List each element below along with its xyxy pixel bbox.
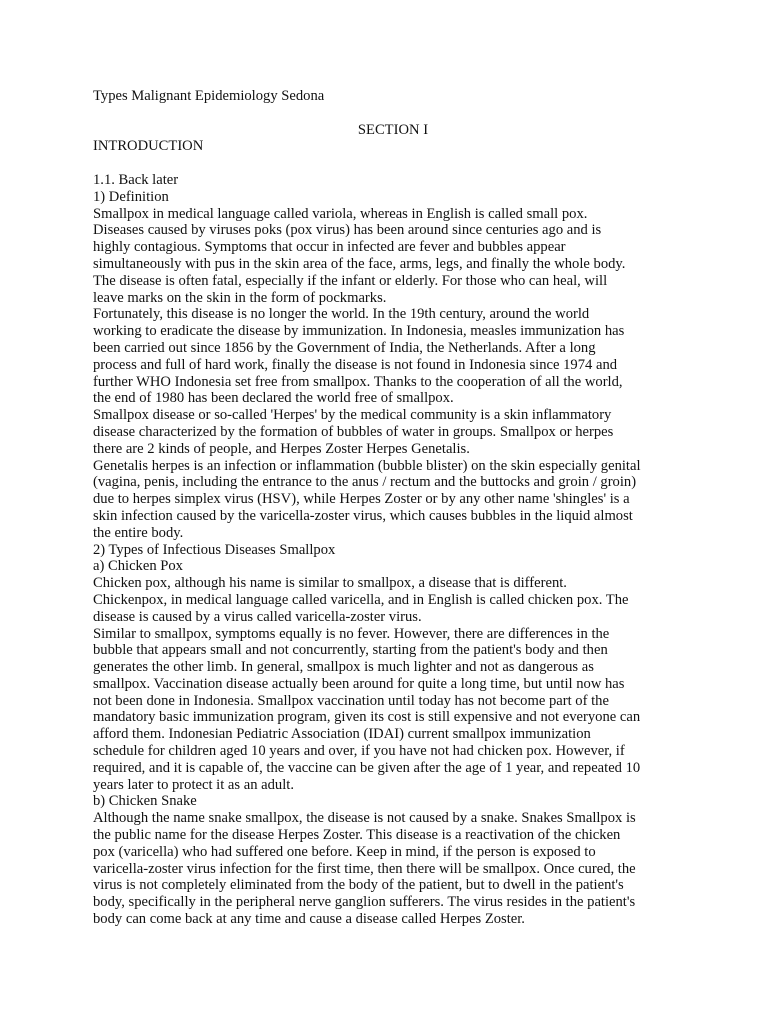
text-line: process and full of hard work, finally the disease is not found in Indonesia since 1974 and: [93, 356, 618, 373]
text-line: there are 2 kinds of people, and Herpes Zoster Herpes Genetalis.: [93, 440, 470, 457]
text-line: generates the other limb. In general, smallpox is much lighter and not as dangerous as: [93, 659, 594, 676]
text-line: a) Chicken Pox: [93, 558, 183, 575]
text-line: Smallpox in medical language called variola, whereas in English is called small pox.: [93, 205, 588, 222]
text-line: required, and it is capable of, the vaccine can be given after the age of 1 year, and repeated 10: [93, 759, 641, 776]
text-line: due to herpes simplex virus (HSV), while Herpes Zoster or by any other name 'shingles' is a: [93, 491, 630, 508]
section-number: SECTION I: [357, 121, 429, 138]
text-line: schedule for children aged 10 years and over, if you have not had chicken pox. However, if: [93, 743, 625, 760]
text-line: 1.1. Back later: [93, 171, 179, 188]
text-line: afford them. Indonesian Pediatric Association (IDAI) current smallpox immunization: [93, 726, 591, 743]
blank-line: [93, 155, 683, 172]
text-line: The disease is often fatal, especially if the infant or elderly. For those who can heal, will: [93, 272, 608, 289]
text-line: Chickenpox, in medical language called varicella, and in English is called chicken pox. The: [93, 591, 629, 608]
text-line: the end of 1980 has been declared the world free of smallpox.: [93, 390, 454, 407]
text-line: body can come back at any time and cause a disease called Herpes Zoster.: [93, 911, 525, 928]
text-line: 1) Definition: [93, 188, 169, 205]
document-page: [93, 88, 683, 928]
text-line: 2) Types of Infectious Diseases Smallpox: [93, 541, 336, 558]
text-line: Fortunately, this disease is no longer the world. In the 19th century, around the world: [93, 306, 590, 323]
text-line: disease is caused by a virus called varicella-zoster virus.: [93, 608, 422, 625]
text-line: working to eradicate the disease by immunization. In Indonesia, measles immunization has: [93, 323, 625, 340]
text-line: pox (varicella) who had suffered one before. Keep in mind, if the person is exposed to: [93, 843, 596, 860]
text-line: skin infection caused by the varicella-zoster virus, which causes bubbles in the liquid almost: [93, 507, 633, 524]
text-line: Genetalis herpes is an infection or inflammation (bubble blister) on the skin especially genital: [93, 457, 641, 474]
text-line: the entire body.: [93, 524, 184, 541]
text-line: bubble that appears small and not concurrently, starting from the patient's body and then: [93, 642, 608, 659]
text-line: mandatory basic immunization program, given its cost is still expensive and not everyone can: [93, 709, 641, 726]
text-line: Smallpox disease or so-called 'Herpes' by the medical community is a skin inflammatory: [93, 407, 612, 424]
text-line: further WHO Indonesia set free from smallpox. Thanks to the cooperation of all the world,: [93, 373, 623, 390]
text-line: body, specifically in the peripheral nerve ganglion sufferers. The virus resides in the patient's: [93, 894, 636, 911]
text-line: varicella-zoster virus infection for the first time, then there will be smallpox. Once cured, the: [93, 860, 636, 877]
text-line: highly contagious. Symptoms that occur in infected are fever and bubbles appear: [93, 239, 566, 256]
text-line: smallpox. Vaccination disease actually been around for quite a long time, but until now has: [93, 675, 625, 692]
section-name: INTRODUCTION: [93, 138, 204, 155]
text-line: simultaneously with pus in the skin area of the face, arms, legs, and finally the whole body.: [93, 255, 626, 272]
text-line: virus is not completely eliminated from the body of the patient, but to dwell in the patient's: [93, 877, 624, 894]
text-line: leave marks on the skin in the form of pockmarks.: [93, 289, 387, 306]
document-title: Types Malignant Epidemiology Sedona: [93, 88, 325, 104]
text-line: (vagina, penis, including the entrance to the anus / rectum and the buttocks and groin / groin): [93, 474, 637, 491]
text-line: disease characterized by the formation of bubbles of water in groups. Smallpox or herpes: [93, 423, 614, 440]
text-line: been carried out since 1856 by the Government of India, the Netherlands. After a long: [93, 339, 596, 356]
text-line: Chicken pox, although his name is similar to smallpox, a disease that is different.: [93, 575, 567, 592]
text-line: b) Chicken Snake: [93, 793, 197, 810]
text-line: Although the name snake smallpox, the disease is not caused by a snake. Snakes Smallpox is: [93, 810, 636, 827]
text-line: years later to protect it as an adult.: [93, 776, 294, 793]
text-line: the public name for the disease Herpes Zoster. This disease is a reactivation of the chicken: [93, 827, 621, 844]
text-line: Similar to smallpox, symptoms equally is no fever. However, there are differences in the: [93, 625, 610, 642]
text-line: Diseases caused by viruses poks (pox virus) has been around since centuries ago and is: [93, 222, 602, 239]
blank-line: [93, 105, 683, 122]
document-body: [93, 172, 683, 928]
text-line: not been done in Indonesia. Smallpox vaccination until today has not become part of the: [93, 692, 609, 709]
